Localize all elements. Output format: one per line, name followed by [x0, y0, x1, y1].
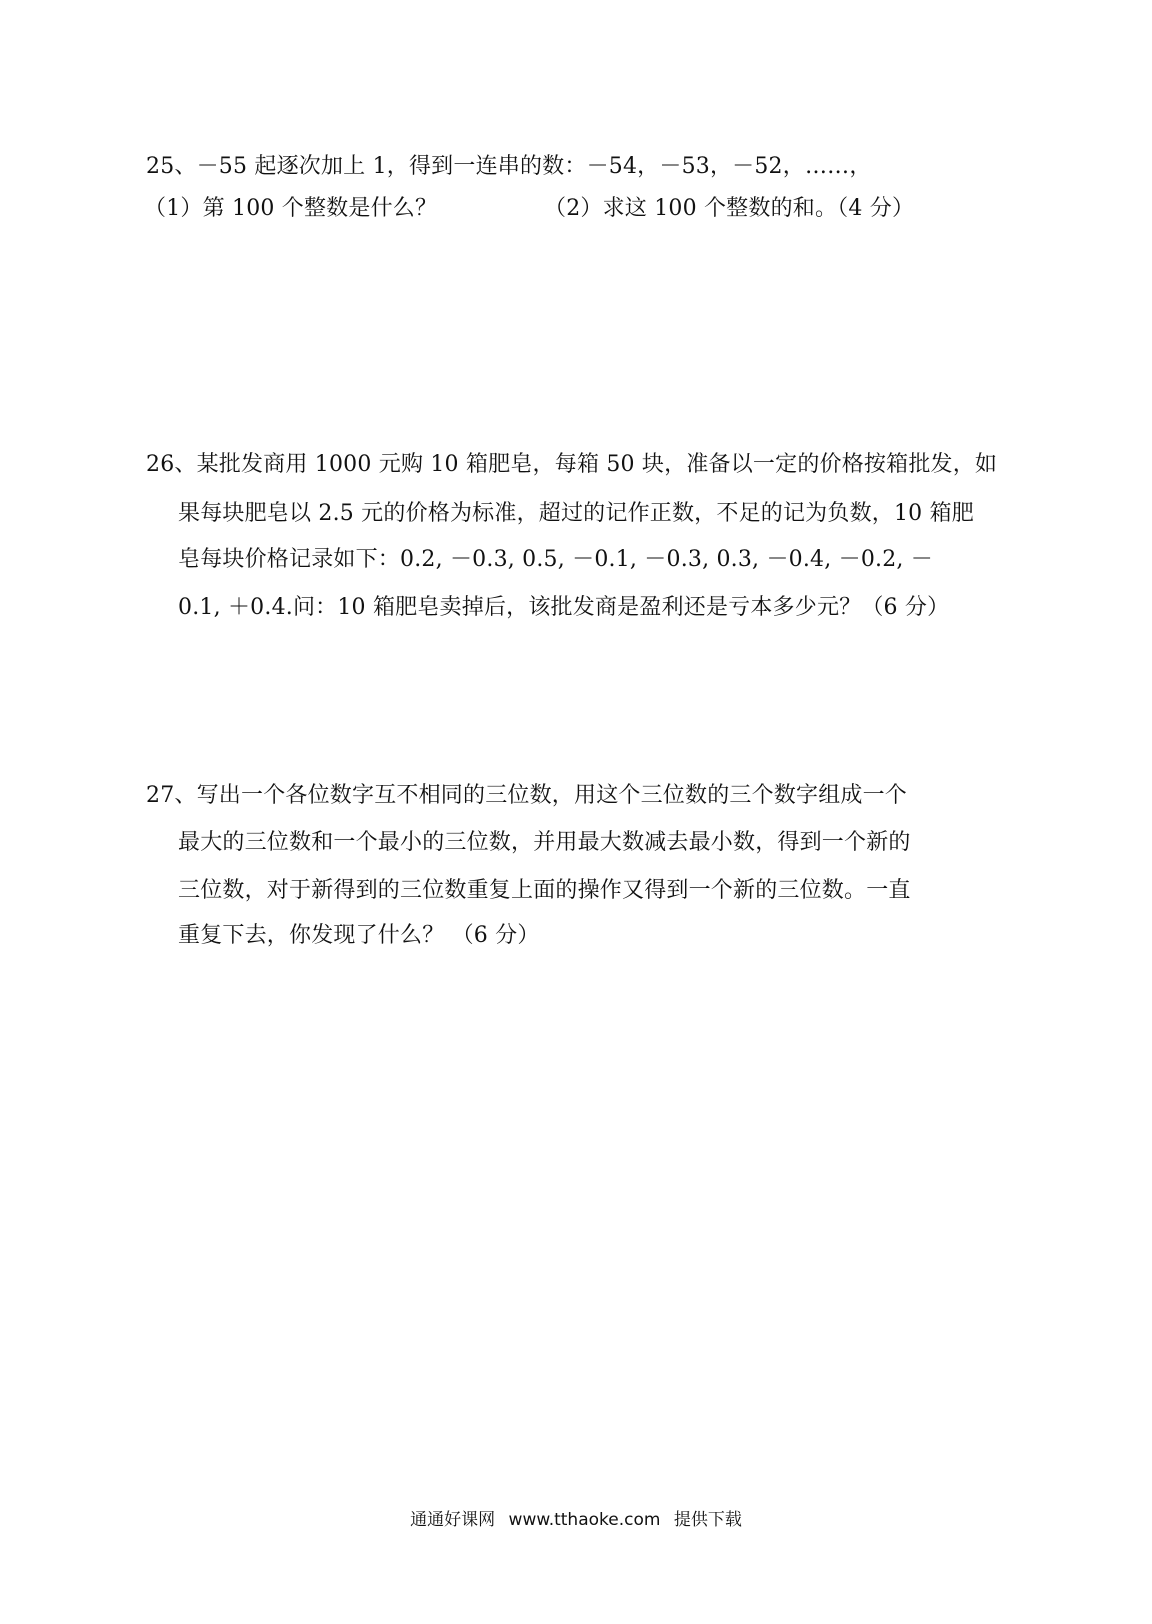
q26-line-3: 皂每块价格记录如下：0.2, －0.3, 0.5, －0.1, －0.3, 0.3, －0.4, －0.2, －	[178, 547, 933, 572]
footer-suffix: 提供下载	[673, 1510, 742, 1530]
q27-line-1: 27、写出一个各位数字互不相同的三位数，用这个三位数的三个数字组成一个	[146, 783, 907, 808]
page-footer	[0, 1508, 1152, 1532]
footer-url[interactable]: www.tthaoke.com	[508, 1510, 661, 1530]
q27-line-3: 三位数，对于新得到的三位数重复上面的操作又得到一个新的三位数。一直	[178, 878, 911, 903]
q26-line-4: 0.1, ＋0.4.问：10 箱肥皂卖掉后，该批发商是盈利还是亏本多少元？（6 分）	[178, 595, 950, 620]
q25-part-2: （2）求这 100 个整数的和。（4 分）	[544, 196, 915, 221]
q26-line-1: 26、某批发商用 1000 元购 10 箱肥皂，每箱 50 块，准备以一定的价格按箱批发，如	[146, 452, 998, 477]
q26-line-2: 果每块肥皂以 2.5 元的价格为标准，超过的记作正数，不足的记为负数，10 箱肥	[178, 501, 974, 526]
q27-line-2: 最大的三位数和一个最小的三位数，并用最大数减去最小数，得到一个新的	[178, 830, 911, 855]
footer-site-name: 通通好课网	[410, 1510, 496, 1530]
q25-line-1: 25、－55 起逐次加上 1，得到一连串的数：－54，－53，－52，……，	[146, 154, 872, 179]
q25-part-1: （1）第 100 个整数是什么？	[144, 196, 438, 221]
q27-line-4: 重复下去，你发现了什么？ （6 分）	[178, 923, 540, 948]
